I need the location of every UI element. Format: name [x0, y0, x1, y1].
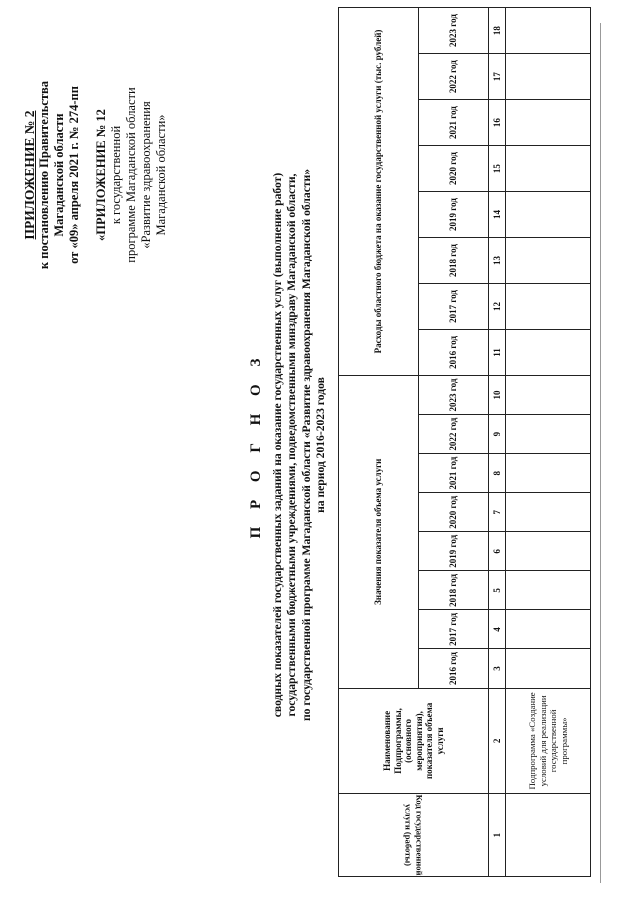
header-expense-group: Расходы областного бюджета на оказание государственной услуги (тыс. рублей)	[339, 8, 419, 376]
table-cell	[506, 493, 591, 532]
year-cell: 2018 год	[419, 571, 489, 610]
heading-line: по государственной программе Магаданской области «Развитие здравоохранения Магаданской области»	[299, 168, 313, 722]
appendix-line: от «09» апреля 2021 г. № 274-пп	[67, 86, 81, 264]
column-number: 16	[489, 100, 506, 146]
column-number: 17	[489, 54, 506, 100]
document-heading	[248, 135, 329, 755]
column-number: 4	[489, 610, 506, 649]
year-cell: 2017 год	[419, 610, 489, 649]
year-cell: 2017 год	[419, 283, 489, 329]
table-cell	[506, 649, 591, 688]
year-cell: 2016 год	[419, 649, 489, 688]
column-number: 5	[489, 571, 506, 610]
table-cell	[506, 54, 591, 100]
column-number: 6	[489, 532, 506, 571]
year-cell: 2021 год	[419, 100, 489, 146]
year-cell: 2023 год	[419, 8, 489, 54]
table-cell	[506, 454, 591, 493]
table-cell	[506, 610, 591, 649]
table-cell	[506, 146, 591, 192]
table-cell	[506, 100, 591, 146]
table-cell	[506, 415, 591, 454]
document-title: П Р О Г Н О З	[248, 351, 264, 539]
forecast-table	[338, 7, 591, 877]
year-cell: 2019 год	[419, 532, 489, 571]
column-number-row	[489, 8, 506, 877]
appendix-title-2: «ПРИЛОЖЕНИЕ № 12	[94, 109, 108, 241]
column-number: 3	[489, 649, 506, 688]
appendix-line: Магаданской области	[52, 113, 66, 237]
table-cell	[506, 532, 591, 571]
column-number: 13	[489, 238, 506, 284]
year-cell: 2020 год	[419, 493, 489, 532]
scan-edge-line	[600, 23, 601, 883]
column-number: 9	[489, 415, 506, 454]
column-number: 10	[489, 375, 506, 414]
table-row	[506, 8, 591, 877]
table-cell	[506, 283, 591, 329]
header-volume-group: Значения показателя объема услуги	[339, 375, 419, 688]
header-name: Наименование Подпрограммы, (основного мероприятия), показателя объема услуги	[339, 688, 489, 794]
header-code: Код государственной услуги (работы)	[339, 794, 489, 877]
year-cell: 2019 год	[419, 192, 489, 238]
table-cell	[506, 238, 591, 284]
appendix-title: ПРИЛОЖЕНИЕ № 2	[22, 110, 37, 240]
table-cell	[506, 192, 591, 238]
column-number: 11	[489, 329, 506, 375]
appendix-line: программе Магаданской области	[124, 87, 138, 263]
column-number: 2	[489, 688, 506, 794]
year-cell: 2020 год	[419, 146, 489, 192]
appendix-line: Магаданской области»	[154, 114, 168, 236]
year-cell: 2016 год	[419, 329, 489, 375]
table-cell	[506, 8, 591, 54]
year-cell: 2021 год	[419, 454, 489, 493]
appendix-line: к государственной	[109, 125, 123, 225]
column-number: 1	[489, 794, 506, 877]
year-cell: 2022 год	[419, 415, 489, 454]
appendix-line: «Развитие здравоохранения	[139, 101, 153, 249]
heading-line: сводных показателей государственных заданий на оказание государственных услуг (выполнение работ)	[271, 172, 284, 718]
column-number: 15	[489, 146, 506, 192]
subprogram-name: Подпрограмма «Создание условий для реализации государственной программы»	[506, 688, 591, 794]
column-number: 8	[489, 454, 506, 493]
column-number: 12	[489, 283, 506, 329]
heading-line: государственными бюджетными учреждениями, подведомственными минздраву Магаданской области,	[285, 173, 299, 717]
table-cell	[506, 794, 591, 877]
year-cell: 2018 год	[419, 238, 489, 284]
column-number: 18	[489, 8, 506, 54]
heading-line: на период 2016-2023 годов	[314, 377, 328, 513]
table-cell	[506, 375, 591, 414]
appendix-line: к постановлению Правительства	[37, 80, 51, 270]
year-cell: 2023 год	[419, 375, 489, 414]
table-cell	[506, 329, 591, 375]
table-cell	[506, 571, 591, 610]
column-number: 7	[489, 493, 506, 532]
appendix-block	[22, 30, 169, 320]
column-number: 14	[489, 192, 506, 238]
year-cell: 2022 год	[419, 54, 489, 100]
